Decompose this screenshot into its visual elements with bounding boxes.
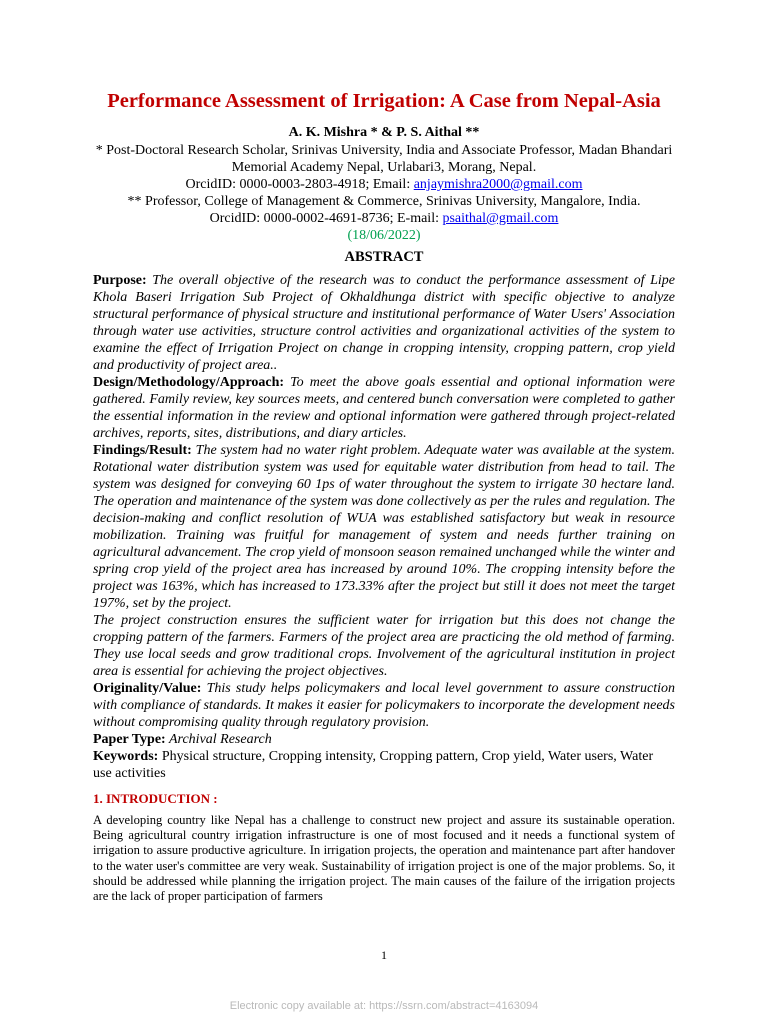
design-text: To meet the above goals essential and optional information were gathered. Family review, key sources meets, and centered bunch conversation were completed to gather the essential information in the review and optional information were gathered through project-related archives, reports, sites, distributions, and diary articles. xyxy=(93,375,675,441)
abstract-design xyxy=(93,374,675,442)
email-link-2[interactable]: psaithal@gmail.com xyxy=(442,211,559,226)
findings-text: The system had no water right problem. Adequate water was available at the system. Rotational water distribution system was used for equitable water distribution from head to tail. The system was designed for conveying 60 1ps of water throughout the system to irrigate 30 hectare land. The operation and maintenance of the system was done collectively as per the rules and regulation. The decision-making and conflict resolution of WUA was established satisfactory but weak in resource mobilization. Training was fruitful for management of system and needs further training on agricultural advancement. The crop yield of monsoon season remained unchanged while the winter and spring crop yield of the project area has increased by around 10%. The cropping intensity before the project was 163%, which has increased to 173.33% after the project but still it does not meet the target 197%, set by the project. xyxy=(93,443,675,611)
abstract-keywords xyxy=(93,748,675,782)
author-affiliation-1: * Post-Doctoral Research Scholar, Srinivas University, India and Associate Professor, Madan Bhandari Memorial Academy Nepal, Urlabari3, Morang, Nepal. xyxy=(95,143,673,175)
abstract-findings xyxy=(93,442,675,612)
abstract-purpose xyxy=(93,272,675,374)
introduction-paragraph: A developing country like Nepal has a challenge to construct new project and assure its sustainable operation. Being agricultural country irrigation infrastructure is one of most focused and it needs a functional system of irrigation to assure productive agriculture. In irrigation projects, the operation and maintenance part after handover to the water user's committee are very weak. Sustainability of irrigation project is one of the major problems. So, it should be addressed while planning the irrigation project. The main causes of the failure of the irrigation projects are the lack of proper participation of farmers xyxy=(93,813,675,904)
footer-ssrn-note: Electronic copy available at: https://ssrn.com/abstract=4163094 xyxy=(229,1000,539,1012)
author-orcid-1 xyxy=(93,176,675,193)
originality-text: This study helps policymakers and local level government to assure construction with compliance of standards. It makes it easier for policymakers to incorporate the development needs without compromising quality through regulatory provision. xyxy=(93,681,675,730)
paper-title: Performance Assessment of Irrigation: A Case from Nepal-Asia xyxy=(107,90,661,112)
abstract-paper-type xyxy=(93,731,675,748)
orcid-2-text: OrcidID: 0000-0002-4691-8736; E-mail: xyxy=(209,211,443,226)
findings-label: Findings/Result: xyxy=(93,443,192,458)
keywords-label: Keywords: xyxy=(93,749,159,764)
author-affiliation-2: ** Professor, College of Management & Commerce, Srinivas University, Mangalore, India. xyxy=(127,194,641,209)
paper-authors: A. K. Mishra * & P. S. Aithal ** xyxy=(288,125,480,140)
orcid-1-text: OrcidID: 0000-0003-2803-4918; Email: xyxy=(185,177,414,192)
page-number: 1 xyxy=(381,948,387,962)
purpose-text: The overall objective of the research was to conduct the performance assessment of Lipe Khola Baseri Irrigation Sub Project of Okhaldhunga district with specific objective to analyze structural performance of physical structure and institutional performance of Water Users' Association through water use activities, structure control activities and organizational activities of the system to examine the effect of Irrigation Project on change in cropping intensity, cropping pattern, crop yield and productivity of project area.. xyxy=(93,273,675,373)
findings-text-2: The project construction ensures the sufficient water for irrigation but this does not change the cropping pattern of the farmers. Farmers of the project area are practicing the old method of farming. They use local seeds and grow traditional crops. Involvement of the agricultural institution in project area is essential for achieving the project objectives. xyxy=(93,613,675,679)
abstract-findings-continued xyxy=(93,612,675,680)
author-orcid-2 xyxy=(93,210,675,227)
paper-type-label: Paper Type: xyxy=(93,732,166,747)
introduction-heading: 1. INTRODUCTION : xyxy=(93,791,218,806)
design-label: Design/Methodology/Approach: xyxy=(93,375,285,390)
keywords-text: Physical structure, Cropping intensity, Cropping pattern, Crop yield, Water users, Water use activities xyxy=(93,749,654,781)
abstract-heading: ABSTRACT xyxy=(344,249,424,265)
originality-label: Originality/Value: xyxy=(93,681,202,696)
paper-date: (18/06/2022) xyxy=(347,228,421,243)
paper-type-text: Archival Research xyxy=(165,732,272,747)
purpose-label: Purpose: xyxy=(93,273,147,288)
abstract-originality xyxy=(93,680,675,731)
email-link-1[interactable]: anjaymishra2000@gmail.com xyxy=(413,177,583,192)
paper-page xyxy=(93,88,675,904)
